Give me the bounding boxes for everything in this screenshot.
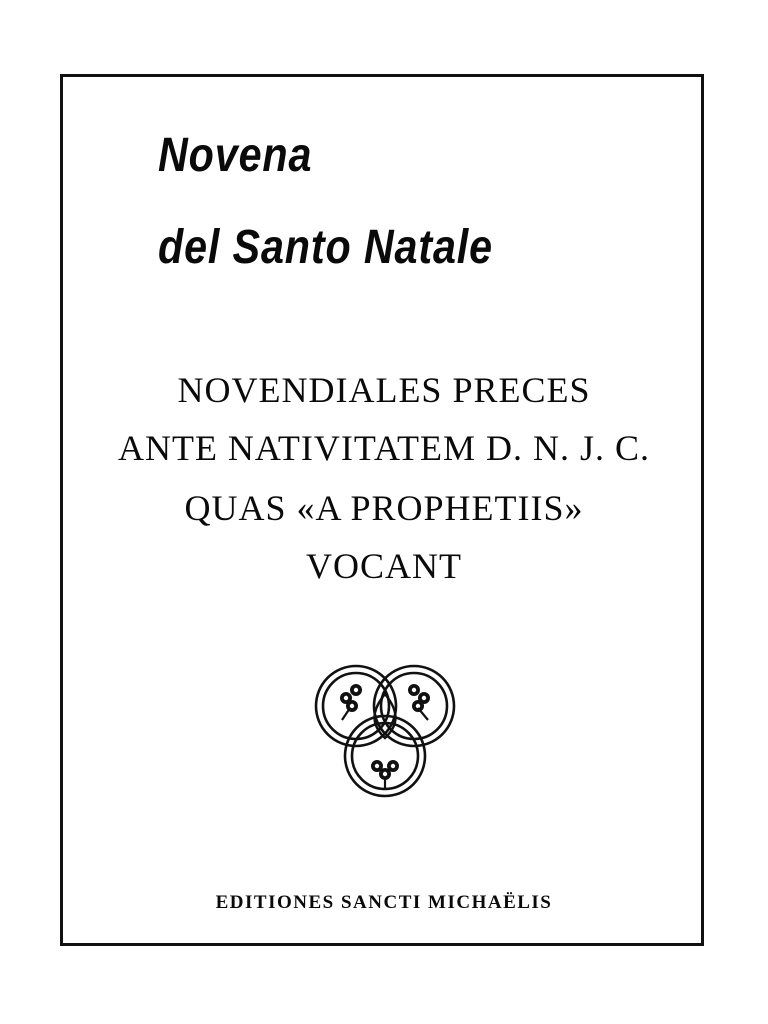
trinity-rings-icon [308, 662, 462, 802]
cover-subtitle-line-2: ANTE NATIVITATEM D. N. J. C. [117, 428, 651, 468]
cover-subtitle-line-1: NOVENDIALES PRECES [177, 370, 591, 410]
cover-subtitle-line-3: QUAS «A PROPHETIIS» [184, 488, 584, 528]
cover-title-line-2: del Santo Natale [158, 221, 493, 274]
cover-subtitle-line-4: VOCANT [306, 546, 462, 586]
publisher-name: EDITIONES SANCTI MICHAËLIS [215, 892, 553, 913]
cover-title-line-1: Novena [158, 129, 313, 182]
